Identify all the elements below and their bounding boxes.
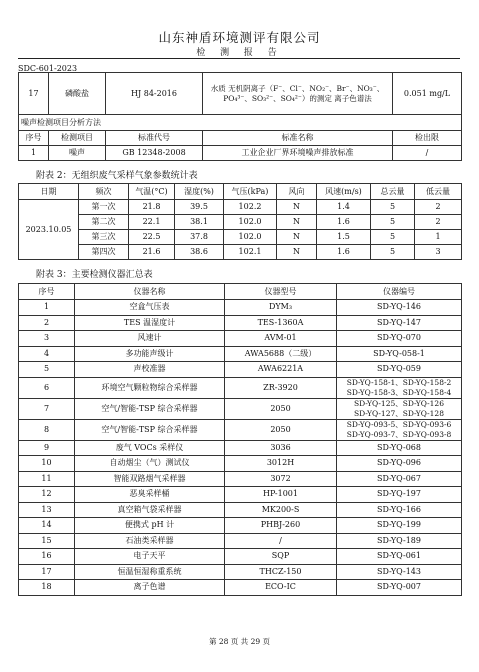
table2-header: 气温(°C): [129, 184, 175, 200]
table3-cell: ECO-IC: [225, 580, 337, 596]
table2-cell: 102.2: [224, 200, 277, 215]
table3-cell: 离子色谱: [75, 580, 225, 596]
method-table: [18, 72, 462, 161]
instrument-table: [18, 283, 462, 596]
table3-cell: SD-YQ-058-1: [337, 346, 462, 362]
table3-cell: AWA6221A: [225, 362, 337, 378]
table2-title: 附表 2：无组织废气采样气象参数统计表: [36, 171, 198, 181]
table3-cell: 13: [19, 502, 75, 518]
table-row: [19, 215, 462, 230]
table3-cell: 1: [19, 300, 75, 316]
table2-cell: 第一次: [79, 200, 129, 215]
instrument-code-line: SD-YQ-125、SD-YQ-126: [354, 399, 444, 408]
table2-header: 频次: [79, 184, 129, 200]
table3-cell: 15: [19, 533, 75, 549]
table2-cell: 3: [415, 245, 462, 260]
table3-cell: 7: [19, 398, 75, 419]
table3-cell: TES 温湿度计: [75, 315, 225, 331]
table3-cell: 多功能声级计: [75, 346, 225, 362]
table2-cell: 21.8: [129, 200, 175, 215]
table-row: [19, 346, 462, 362]
table3-header: 仪器名称: [75, 284, 225, 300]
table-row: [19, 315, 462, 331]
table3-cell: 石油类采样器: [75, 533, 225, 549]
noise-section-title: 噪声检测项目分析方法: [19, 115, 462, 131]
table3-cell: 6: [19, 377, 75, 398]
table3-cell: 空气/智能-TSP 综合采样器: [75, 419, 225, 440]
table3-cell: 智能双路烟气采样器: [75, 471, 225, 487]
table-row: [19, 331, 462, 347]
table3-cell: MK200-S: [225, 502, 337, 518]
table2-cell: N: [277, 215, 317, 230]
table3-cell: 声校准器: [75, 362, 225, 378]
table2-cell: 102.0: [224, 215, 277, 230]
table-row: [19, 487, 462, 503]
table-row: [19, 440, 462, 456]
table3-cell: TES-1360A: [225, 315, 337, 331]
table3-cell: 2050: [225, 398, 337, 419]
table2-date: 2023.10.05: [19, 200, 79, 260]
table2-cell: 102.1: [224, 245, 277, 260]
table2-header: 风向: [277, 184, 317, 200]
water-method-row: [19, 73, 462, 115]
noise-header: 标准名称: [203, 131, 393, 146]
table2-cell: 38.1: [175, 215, 224, 230]
table2-cell: N: [277, 230, 317, 245]
noise-header: 标准代号: [106, 131, 203, 146]
table-row: [19, 502, 462, 518]
table2-cell: 2: [415, 200, 462, 215]
table3-cell: SD-YQ-166: [337, 502, 462, 518]
table2-cell: 102.0: [224, 230, 277, 245]
table3-cell: /: [225, 533, 337, 549]
table3-cell: AVM-01: [225, 331, 337, 347]
table2-header: 日期: [19, 184, 79, 200]
table2-cell: 1: [415, 230, 462, 245]
table-row: [19, 471, 462, 487]
table3-cell: 8: [19, 419, 75, 440]
table3-cell: 14: [19, 518, 75, 534]
noise-cell: GB 12348-2008: [106, 146, 203, 161]
table-row: [19, 230, 462, 245]
table2-cell: N: [277, 200, 317, 215]
table3-cell: 废气 VOCs 采样仪: [75, 440, 225, 456]
table3-cell: 恒温恒湿称重系统: [75, 564, 225, 580]
noise-header: 序号: [19, 131, 49, 146]
noise-header: 检测项目: [49, 131, 106, 146]
noise-cell: 1: [19, 146, 49, 161]
table-row: [19, 245, 462, 260]
instrument-code-line: SD-YQ-158-1、SD-YQ-158-2: [346, 378, 452, 387]
table3-cell: 3012H: [225, 456, 337, 472]
table2-cell: N: [277, 245, 317, 260]
table3-cell: SD-YQ-197: [337, 487, 462, 503]
noise-cell: 噪声: [49, 146, 106, 161]
table-row: [19, 564, 462, 580]
table3-cell: 16: [19, 549, 75, 565]
report-title: 检 测 报 告: [196, 48, 283, 58]
table2-cell: 2: [415, 215, 462, 230]
table3-title: 附表 3：主要检测仪器汇总表: [36, 270, 153, 280]
table3-cell: 4: [19, 346, 75, 362]
table3-cell: ZR-3920: [225, 377, 337, 398]
table2-cell: 1.6: [317, 215, 371, 230]
table-row: [19, 533, 462, 549]
table3-cell: 10: [19, 456, 75, 472]
instrument-code-line: SD-YQ-158-3、SD-YQ-158-4: [346, 387, 452, 397]
table2-cell: 1.4: [317, 200, 371, 215]
table3-cell: SD-YQ-147: [337, 315, 462, 331]
table3-cell: 自动烟尘（气）测试仪: [75, 456, 225, 472]
water-row-no: 17: [19, 73, 49, 115]
page-footer: 第 28 页 共 29 页: [208, 637, 270, 646]
table3-cell: 电子天平: [75, 549, 225, 565]
noise-cell: 工业企业厂界环境噪声排放标准: [203, 146, 393, 161]
table3-cell: HP-1001: [225, 487, 337, 503]
table-row: [19, 377, 462, 398]
table3-cell: 12: [19, 487, 75, 503]
table2-header: 低云量: [415, 184, 462, 200]
table2-cell: 第四次: [79, 245, 129, 260]
table2-cell: 5: [371, 230, 415, 245]
table3-cell: 5: [19, 362, 75, 378]
table3-cell: 2050: [225, 419, 337, 440]
table3-cell: SD-YQ-199: [337, 518, 462, 534]
doc-number: SDC-601-2023: [18, 64, 78, 73]
instrument-code-line: SD-YQ-093-5、SD-YQ-093-6: [346, 420, 452, 429]
table2-cell: 5: [371, 245, 415, 260]
table2-cell: 37.8: [175, 230, 224, 245]
table2-cell: 21.6: [129, 245, 175, 260]
table2-cell: 5: [371, 200, 415, 215]
table3-cell: SD-YQ-189: [337, 533, 462, 549]
table-row: [19, 300, 462, 316]
table3-cell: DYM₃: [225, 300, 337, 316]
table3-cell: SD-YQ-143: [337, 564, 462, 580]
noise-cell: /: [393, 146, 462, 161]
table2-cell: 1.6: [317, 245, 371, 260]
table3-cell: AWA5688（二级）: [225, 346, 337, 362]
table3-cell: 11: [19, 471, 75, 487]
table3-cell: [337, 398, 462, 419]
table3-cell: 环境空气颗粒物综合采样器: [75, 377, 225, 398]
water-row-standard: HJ 84-2016: [106, 73, 203, 115]
table3-cell: 空盒气压表: [75, 300, 225, 316]
table3-cell: 恶臭采样桶: [75, 487, 225, 503]
table-row: [19, 580, 462, 596]
table2-cell: 5: [371, 215, 415, 230]
table-row: [19, 200, 462, 215]
table3-cell: 3036: [225, 440, 337, 456]
table3-cell: SD-YQ-068: [337, 440, 462, 456]
table3-cell: PHBJ-260: [225, 518, 337, 534]
table2-cell: 第三次: [79, 230, 129, 245]
table-row: [19, 549, 462, 565]
header-divider: [18, 58, 460, 59]
table2-cell: 第二次: [79, 215, 129, 230]
table3-cell: 真空箱气袋采样器: [75, 502, 225, 518]
table3-header: 仪器型号: [225, 284, 337, 300]
table3-cell: THCZ-150: [225, 564, 337, 580]
table3-header: 序号: [19, 284, 75, 300]
table3-cell: 17: [19, 564, 75, 580]
water-row-item: 磷酸盐: [49, 73, 106, 115]
company-name: 山东神盾环境测评有限公司: [158, 30, 321, 45]
weather-table: [18, 183, 462, 260]
table3-cell: SD-YQ-007: [337, 580, 462, 596]
table2-header: 湿度(%): [175, 184, 224, 200]
noise-data-row: [19, 146, 462, 161]
table3-cell: 便携式 pH 计: [75, 518, 225, 534]
table3-header-row: [19, 284, 462, 300]
table3-cell: SD-YQ-061: [337, 549, 462, 565]
noise-section-title-row: [19, 115, 462, 131]
table3-cell: 3072: [225, 471, 337, 487]
table2-cell: 38.6: [175, 245, 224, 260]
table3-cell: SD-YQ-146: [337, 300, 462, 316]
table3-cell: SD-YQ-059: [337, 362, 462, 378]
table-row: [19, 456, 462, 472]
table3-cell: 3: [19, 331, 75, 347]
table2-header: 总云量: [371, 184, 415, 200]
water-row-limit: 0.051 mg/L: [393, 73, 462, 115]
table3-cell: SD-YQ-096: [337, 456, 462, 472]
water-row-method: 水质 无机阴离子（F⁻、Cl⁻、NO₂⁻、Br⁻、NO₃⁻、PO₄³⁻、SO₃²⁻、SO₄²⁻）的测定 离子色谱法: [203, 73, 393, 115]
table-row: [19, 362, 462, 378]
table3-cell: 风速计: [75, 331, 225, 347]
instrument-code-line: SD-YQ-127、SD-YQ-128: [354, 408, 444, 418]
table3-cell: 18: [19, 580, 75, 596]
table3-header: 仪器编号: [337, 284, 462, 300]
noise-header: 检出限: [393, 131, 462, 146]
table-row: [19, 419, 462, 440]
table-row: [19, 398, 462, 419]
table3-cell: 空气/智能-TSP 综合采样器: [75, 398, 225, 419]
table3-cell: [337, 377, 462, 398]
table3-cell: 9: [19, 440, 75, 456]
instrument-code-line: SD-YQ-093-7、SD-YQ-093-8: [346, 429, 452, 439]
table2-cell: 22.1: [129, 215, 175, 230]
table2-cell: 39.5: [175, 200, 224, 215]
table3-cell: SD-YQ-070: [337, 331, 462, 347]
table2-header: 气压(kPa): [224, 184, 277, 200]
table3-cell: SD-YQ-067: [337, 471, 462, 487]
table2-cell: 1.5: [317, 230, 371, 245]
table2-header-row: [19, 184, 462, 200]
table3-cell: 2: [19, 315, 75, 331]
table-row: [19, 518, 462, 534]
table3-cell: [337, 419, 462, 440]
table2-header: 风速(m/s): [317, 184, 371, 200]
noise-header-row: [19, 131, 462, 146]
table2-cell: 22.5: [129, 230, 175, 245]
table3-cell: SQP: [225, 549, 337, 565]
